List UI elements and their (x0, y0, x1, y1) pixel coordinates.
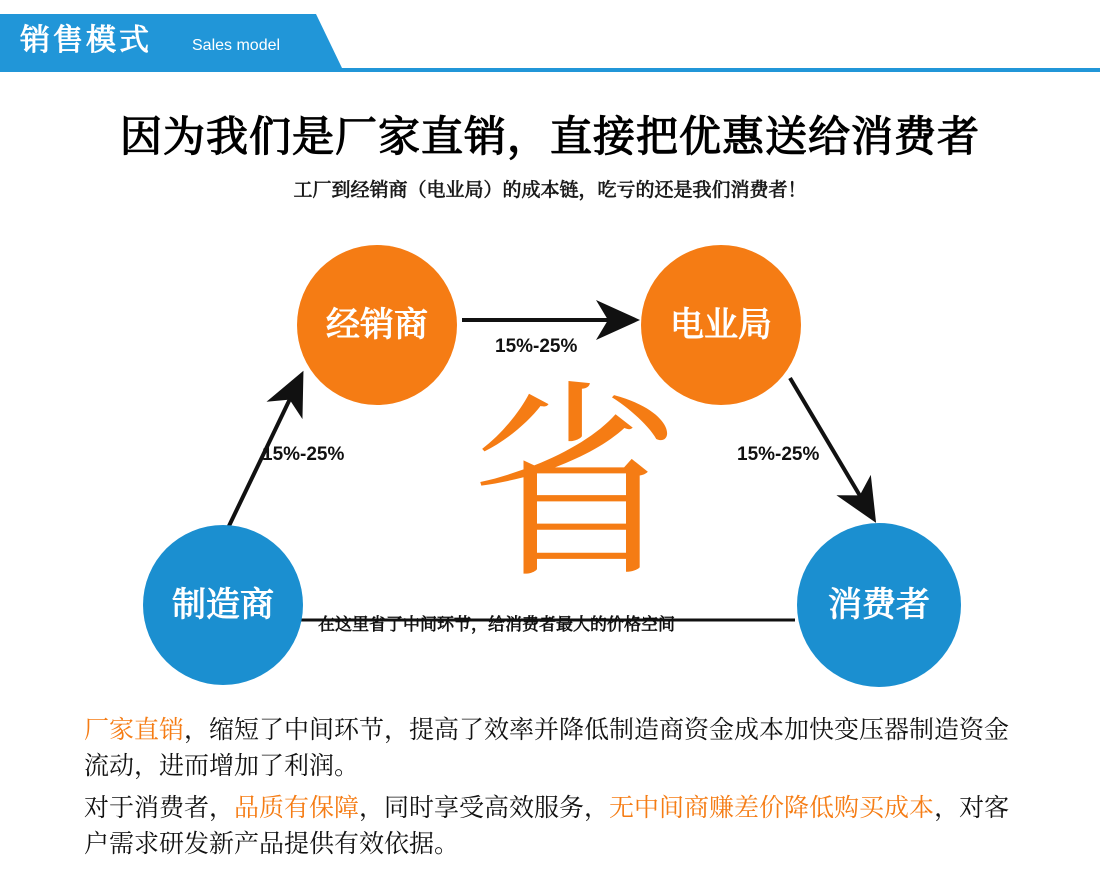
node-consumer[interactable] (797, 523, 961, 687)
node-consumer-label: 消费者 (828, 586, 930, 624)
paragraph-consumer-benefit (84, 790, 1034, 862)
node-dealer-label: 经销商 (326, 306, 428, 344)
edge-label-maker-to-dealer: 15%-25% (262, 444, 345, 465)
node-bureau[interactable] (641, 245, 801, 405)
highlight-direct-sales: 厂家直销 (84, 716, 185, 744)
paragraph-consumer-part-a: 对于消费者， (84, 794, 235, 822)
paragraph-consumer-part-c: ，对客户需求研发新产品提供有效依据。 (84, 794, 1010, 858)
page-subtitle: 工厂到经销商（电业局）的成本链，吃亏的还是我们消费者！ (293, 180, 807, 201)
page-header (0, 14, 1100, 72)
header-title-cn: 销售模式 (20, 24, 152, 57)
sales-model-diagram (0, 228, 1100, 698)
node-dealer[interactable] (297, 245, 457, 405)
center-character-sheng: 省 (469, 362, 680, 607)
edge-label-maker-to-consumer: 在这里省了中间环节，给消费者最大的价格空间 (318, 615, 675, 634)
paragraph-direct-sales-text: ，缩短了中间环节，提高了效率并降低制造商资金成本加快变压器制造资金流动，进而增加了利润。 (84, 716, 1010, 780)
header-notch-shape (316, 14, 342, 68)
paragraph-direct-sales (84, 712, 1034, 784)
edge-label-bureau-to-consumer: 15%-25% (737, 444, 820, 465)
paragraph-consumer-part-b: ，同时享受高效服务， (359, 794, 610, 822)
node-bureau-label: 电业局 (670, 306, 772, 344)
edge-label-dealer-to-bureau: 15%-25% (495, 336, 578, 357)
page-title: 因为我们是厂家直销，直接把优惠送给消费者 (119, 112, 980, 161)
node-manufacturer[interactable] (143, 525, 303, 685)
header-underline (0, 68, 1100, 72)
highlight-no-middleman: 无中间商赚差价降低购买成本 (609, 794, 935, 822)
highlight-quality: 品质有保障 (234, 794, 360, 822)
header-title-en: Sales model (192, 37, 281, 54)
node-manufacturer-label: 制造商 (172, 586, 274, 624)
header-right-fill (342, 14, 1100, 68)
